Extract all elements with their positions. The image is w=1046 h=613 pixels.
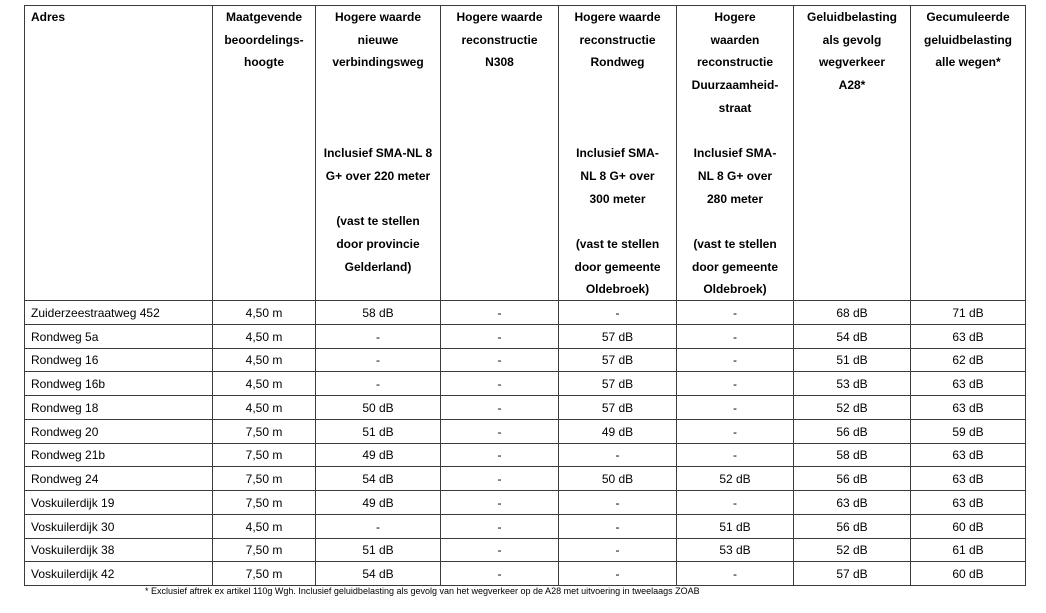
verbindingsweg-value-cell: 51 dB xyxy=(316,420,441,444)
assessment-height-cell: 4,50 m xyxy=(213,372,316,396)
rondweg-value-cell: - xyxy=(559,491,677,515)
rondweg-value-cell: 50 dB xyxy=(559,467,677,491)
footnote: * Exclusief aftrek ex artikel 110g Wgh. Inclusief geluidbelasting als gevolg van het wegverkeer op de A28 met uitvoering in tweelaags ZOAB xyxy=(145,586,700,596)
assessment-height-cell: 4,50 m xyxy=(213,349,316,373)
header-line: alle wegen* xyxy=(935,55,1001,70)
header-text-block xyxy=(559,142,676,210)
header-reconstructie-n308 xyxy=(441,6,559,301)
assessment-height-cell: 4,50 m xyxy=(213,325,316,349)
header-reconstructie-duurzaamheidstraat xyxy=(677,6,794,301)
header-line: reconstructie xyxy=(579,32,656,47)
header-line: Oldebroek) xyxy=(703,282,767,297)
duurzaamheidstraat-value-cell: - xyxy=(677,420,794,444)
header-notes xyxy=(316,142,440,278)
header-line: Rondweg xyxy=(590,55,645,70)
header-line: NL 8 G+ over xyxy=(697,168,773,183)
address-cell: Zuiderzeestraatweg 452 xyxy=(25,301,213,325)
header-line: NL 8 G+ over xyxy=(580,168,655,183)
cumulative-noise-cell: 59 dB xyxy=(911,420,1026,444)
rondweg-value-cell: - xyxy=(559,562,677,586)
duurzaamheidstraat-value-cell: - xyxy=(677,396,794,420)
header-geluidbelasting-a28 xyxy=(794,6,911,301)
cumulative-noise-cell: 62 dB xyxy=(911,349,1026,373)
header-reconstructie-rondweg xyxy=(559,6,677,301)
address-cell: Rondweg 16b xyxy=(25,372,213,396)
verbindingsweg-value-cell: 54 dB xyxy=(316,562,441,586)
cumulative-noise-cell: 71 dB xyxy=(911,301,1026,325)
header-gecumuleerde-geluidbelasting xyxy=(911,6,1026,301)
a28-noise-cell: 56 dB xyxy=(794,515,911,539)
header-notes xyxy=(559,142,676,301)
duurzaamheidstraat-value-cell: - xyxy=(677,491,794,515)
address-cell: Voskuilerdijk 30 xyxy=(25,515,213,539)
rondweg-value-cell: - xyxy=(559,444,677,468)
a28-noise-cell: 53 dB xyxy=(794,372,911,396)
header-line: (vast te stellen xyxy=(693,236,777,251)
header-line: 300 meter xyxy=(589,191,646,206)
a28-noise-cell: 51 dB xyxy=(794,349,911,373)
assessment-height-cell: 7,50 m xyxy=(213,562,316,586)
header-adres xyxy=(25,6,213,301)
n308-value-cell: - xyxy=(441,491,559,515)
duurzaamheidstraat-value-cell: - xyxy=(677,301,794,325)
n308-value-cell: - xyxy=(441,420,559,444)
assessment-height-cell: 7,50 m xyxy=(213,467,316,491)
header-line: Gelderland) xyxy=(344,259,412,274)
header-text-block xyxy=(31,6,212,29)
verbindingsweg-value-cell: 58 dB xyxy=(316,301,441,325)
address-cell: Voskuilerdijk 38 xyxy=(25,539,213,563)
verbindingsweg-value-cell: - xyxy=(316,325,441,349)
header-line: reconstructie xyxy=(696,55,774,70)
rondweg-value-cell: 57 dB xyxy=(559,349,677,373)
a28-noise-cell: 63 dB xyxy=(794,491,911,515)
header-line: beoordelings- xyxy=(224,32,304,47)
header-line: Geluidbelasting xyxy=(806,10,897,24)
cumulative-noise-cell: 63 dB xyxy=(911,396,1026,420)
n308-value-cell: - xyxy=(441,562,559,586)
header-text-block xyxy=(316,210,440,278)
header-line: nieuwe xyxy=(357,32,399,47)
header-line: verbindingsweg xyxy=(332,55,424,70)
header-line: door provincie xyxy=(336,236,420,251)
header-text-block xyxy=(677,6,793,120)
a28-noise-cell: 52 dB xyxy=(794,539,911,563)
verbindingsweg-value-cell: - xyxy=(316,372,441,396)
header-line: Duurzaamheid- xyxy=(691,78,779,93)
a28-noise-cell: 52 dB xyxy=(794,396,911,420)
header-line: G+ over 220 meter xyxy=(325,168,431,183)
a28-noise-cell: 57 dB xyxy=(794,562,911,586)
header-line: 280 meter xyxy=(706,191,764,206)
header-line: N308 xyxy=(485,55,514,70)
n308-value-cell: - xyxy=(441,467,559,491)
header-text-block xyxy=(441,6,558,74)
address-cell: Rondweg 16 xyxy=(25,349,213,373)
header-nieuwe-verbindingsweg xyxy=(316,6,441,301)
header-line: (vast te stellen xyxy=(575,236,660,251)
rondweg-value-cell: - xyxy=(559,301,677,325)
header-line: hoogte xyxy=(244,55,284,70)
assessment-height-cell: 7,50 m xyxy=(213,444,316,468)
header-line: door gemeente xyxy=(691,259,778,274)
a28-noise-cell: 56 dB xyxy=(794,467,911,491)
header-text-block xyxy=(316,142,440,187)
n308-value-cell: - xyxy=(441,301,559,325)
cumulative-noise-cell: 63 dB xyxy=(911,491,1026,515)
header-line: Hogere waarde xyxy=(574,10,661,24)
header-line: Inclusief SMA- xyxy=(693,146,777,161)
n308-value-cell: - xyxy=(441,372,559,396)
n308-value-cell: - xyxy=(441,444,559,468)
header-line: Hogere waarde xyxy=(456,10,543,24)
header-line: Inclusief SMA-NL 8 xyxy=(323,146,433,161)
header-line: wegverkeer xyxy=(818,55,886,70)
rondweg-value-cell: 49 dB xyxy=(559,420,677,444)
a28-noise-cell: 56 dB xyxy=(794,420,911,444)
a28-noise-cell: 68 dB xyxy=(794,301,911,325)
n308-value-cell: - xyxy=(441,396,559,420)
header-text-block xyxy=(559,233,676,301)
header-line: Gecumuleerde xyxy=(926,10,1010,24)
verbindingsweg-value-cell: 54 dB xyxy=(316,467,441,491)
cumulative-noise-cell: 60 dB xyxy=(911,562,1026,586)
noise-table xyxy=(24,5,1026,586)
address-cell: Voskuilerdijk 42 xyxy=(25,562,213,586)
header-notes xyxy=(677,142,793,301)
verbindingsweg-value-cell: 50 dB xyxy=(316,396,441,420)
rondweg-value-cell: 57 dB xyxy=(559,396,677,420)
verbindingsweg-value-cell: 49 dB xyxy=(316,491,441,515)
assessment-height-cell: 7,50 m xyxy=(213,539,316,563)
header-text-block xyxy=(794,6,910,97)
n308-value-cell: - xyxy=(441,349,559,373)
cumulative-noise-cell: 63 dB xyxy=(911,444,1026,468)
cumulative-noise-cell: 61 dB xyxy=(911,539,1026,563)
header-line: Hogere waarde xyxy=(334,10,422,24)
verbindingsweg-value-cell: 49 dB xyxy=(316,444,441,468)
header-line: geluidbelasting xyxy=(923,32,1012,47)
a28-noise-cell: 58 dB xyxy=(794,444,911,468)
header-line: straat xyxy=(718,100,752,115)
header-text-block xyxy=(316,6,440,74)
rondweg-value-cell: - xyxy=(559,539,677,563)
header-beoordelingshoogte xyxy=(213,6,316,301)
duurzaamheidstraat-value-cell: 53 dB xyxy=(677,539,794,563)
duurzaamheidstraat-value-cell: 52 dB xyxy=(677,467,794,491)
header-line: Inclusief SMA- xyxy=(576,146,659,161)
header-line: reconstructie xyxy=(461,32,538,47)
header-text-block xyxy=(911,6,1025,74)
cumulative-noise-cell: 63 dB xyxy=(911,467,1026,491)
verbindingsweg-value-cell: - xyxy=(316,349,441,373)
header-text-block xyxy=(559,6,676,74)
address-cell: Rondweg 24 xyxy=(25,467,213,491)
address-cell: Rondweg 18 xyxy=(25,396,213,420)
n308-value-cell: - xyxy=(441,325,559,349)
duurzaamheidstraat-value-cell: - xyxy=(677,444,794,468)
verbindingsweg-value-cell: - xyxy=(316,515,441,539)
header-text-block xyxy=(677,233,793,301)
header-line: (vast te stellen xyxy=(336,214,420,229)
header-line: waarden xyxy=(710,32,760,47)
header-line: Hogere xyxy=(714,10,756,24)
rondweg-value-cell: 57 dB xyxy=(559,372,677,396)
address-cell: Rondweg 21b xyxy=(25,444,213,468)
header-line: door gemeente xyxy=(574,259,661,274)
header-text-block xyxy=(677,142,793,210)
rondweg-value-cell: 57 dB xyxy=(559,325,677,349)
duurzaamheidstraat-value-cell: - xyxy=(677,349,794,373)
duurzaamheidstraat-value-cell: 51 dB xyxy=(677,515,794,539)
address-cell: Rondweg 20 xyxy=(25,420,213,444)
verbindingsweg-value-cell: 51 dB xyxy=(316,539,441,563)
n308-value-cell: - xyxy=(441,539,559,563)
duurzaamheidstraat-value-cell: - xyxy=(677,562,794,586)
address-cell: Rondweg 5a xyxy=(25,325,213,349)
header-line: A28* xyxy=(838,78,866,93)
header-line: Oldebroek) xyxy=(585,282,650,297)
rondweg-value-cell: - xyxy=(559,515,677,539)
cumulative-noise-cell: 63 dB xyxy=(911,372,1026,396)
assessment-height-cell: 7,50 m xyxy=(213,420,316,444)
address-cell: Voskuilerdijk 19 xyxy=(25,491,213,515)
duurzaamheidstraat-value-cell: - xyxy=(677,372,794,396)
header-line: Adres xyxy=(31,10,66,24)
n308-value-cell: - xyxy=(441,515,559,539)
a28-noise-cell: 54 dB xyxy=(794,325,911,349)
assessment-height-cell: 4,50 m xyxy=(213,396,316,420)
cumulative-noise-cell: 63 dB xyxy=(911,325,1026,349)
assessment-height-cell: 7,50 m xyxy=(213,491,316,515)
cumulative-noise-cell: 60 dB xyxy=(911,515,1026,539)
header-text-block xyxy=(213,6,315,74)
assessment-height-cell: 4,50 m xyxy=(213,515,316,539)
assessment-height-cell: 4,50 m xyxy=(213,301,316,325)
header-line: als gevolg xyxy=(822,32,882,47)
header-line: Maatgevende xyxy=(225,10,303,24)
duurzaamheidstraat-value-cell: - xyxy=(677,325,794,349)
